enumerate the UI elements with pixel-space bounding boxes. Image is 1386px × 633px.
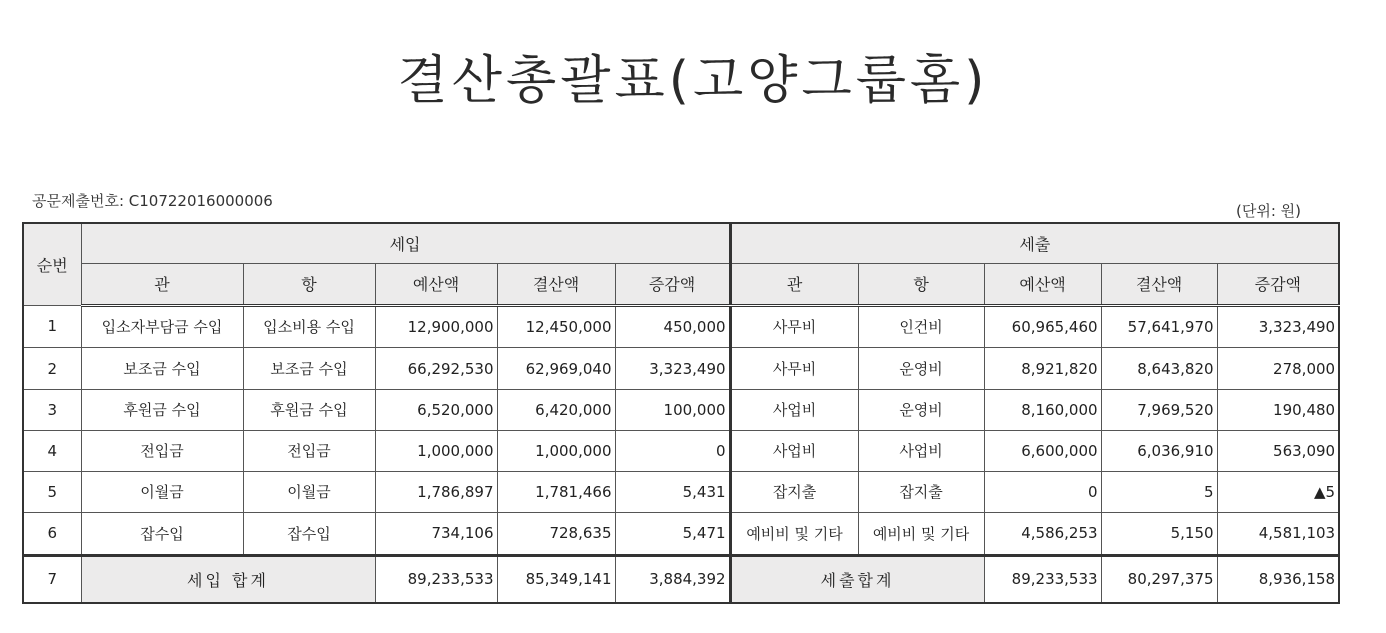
- income-total-budget: 89,233,533: [375, 555, 497, 603]
- expense-hang-header: 항: [858, 263, 984, 305]
- income-hang-cell: 입소비용 수입: [243, 305, 375, 348]
- expense-settlement-cell: 8,643,820: [1101, 348, 1217, 389]
- table-row: [23, 348, 1339, 389]
- income-header: 세입: [81, 223, 730, 263]
- expense-total-label: 세출합계: [730, 555, 984, 603]
- expense-settlement-cell: 5: [1101, 471, 1217, 512]
- expense-hang-cell: 운영비: [858, 348, 984, 389]
- income-diff-cell: 3,323,490: [615, 348, 730, 389]
- income-diff-cell: 0: [615, 430, 730, 471]
- total-row: [23, 555, 1339, 603]
- seq-cell: 5: [23, 471, 81, 512]
- expense-hang-cell: 사업비: [858, 430, 984, 471]
- income-budget-header: 예산액: [375, 263, 497, 305]
- income-hang-header: 항: [243, 263, 375, 305]
- income-hang-cell: 보조금 수입: [243, 348, 375, 389]
- expense-diff-cell: 4,581,103: [1217, 512, 1339, 555]
- page-title: 결산총괄표(고양그룹홈): [397, 51, 989, 111]
- income-budget-cell: 734,106: [375, 512, 497, 555]
- expense-settlement-cell: 57,641,970: [1101, 305, 1217, 348]
- expense-budget-cell: 4,586,253: [984, 512, 1101, 555]
- income-budget-cell: 12,900,000: [375, 305, 497, 348]
- income-hang-cell: 전입금: [243, 430, 375, 471]
- doc-number: 공문제출번호: C10722016000006: [32, 192, 273, 210]
- income-budget-cell: 66,292,530: [375, 348, 497, 389]
- expense-hang-cell: 인건비: [858, 305, 984, 348]
- expense-hang-cell: 운영비: [858, 389, 984, 430]
- income-diff-header: 증감액: [615, 263, 730, 305]
- expense-budget-cell: 8,160,000: [984, 389, 1101, 430]
- income-gwan-cell: 입소자부담금 수입: [81, 305, 243, 348]
- expense-settlement-cell: 5,150: [1101, 512, 1217, 555]
- expense-budget-cell: 8,921,820: [984, 348, 1101, 389]
- seq-cell: 2: [23, 348, 81, 389]
- expense-gwan-cell: 사업비: [730, 389, 858, 430]
- expense-settlement-cell: 7,969,520: [1101, 389, 1217, 430]
- income-hang-cell: 잡수입: [243, 512, 375, 555]
- income-settlement-cell: 62,969,040: [497, 348, 615, 389]
- expense-gwan-cell: 잡지출: [730, 471, 858, 512]
- income-settlement-cell: 6,420,000: [497, 389, 615, 430]
- expense-diff-cell: 563,090: [1217, 430, 1339, 471]
- expense-diff-cell: 190,480: [1217, 389, 1339, 430]
- income-gwan-cell: 보조금 수입: [81, 348, 243, 389]
- expense-diff-cell: 278,000: [1217, 348, 1339, 389]
- expense-budget-header: 예산액: [984, 263, 1101, 305]
- expense-settlement-cell: 6,036,910: [1101, 430, 1217, 471]
- table-row: [23, 389, 1339, 430]
- expense-total-budget: 89,233,533: [984, 555, 1101, 603]
- income-budget-cell: 1,000,000: [375, 430, 497, 471]
- income-settlement-cell: 728,635: [497, 512, 615, 555]
- expense-settlement-header: 결산액: [1101, 263, 1217, 305]
- income-gwan-cell: 전입금: [81, 430, 243, 471]
- expense-header: 세출: [730, 223, 1339, 263]
- income-gwan-cell: 이월금: [81, 471, 243, 512]
- expense-gwan-cell: 사무비: [730, 305, 858, 348]
- expense-gwan-cell: 예비비 및 기타: [730, 512, 858, 555]
- income-total-label: 세입 합계: [81, 555, 375, 603]
- expense-diff-header: 증감액: [1217, 263, 1339, 305]
- income-gwan-cell: 후원금 수입: [81, 389, 243, 430]
- income-settlement-header: 결산액: [497, 263, 615, 305]
- seq-cell: 3: [23, 389, 81, 430]
- expense-hang-cell: 예비비 및 기타: [858, 512, 984, 555]
- income-total-diff: 3,884,392: [615, 555, 730, 603]
- expense-gwan-cell: 사무비: [730, 348, 858, 389]
- seq-cell: 7: [23, 555, 81, 603]
- table-row: [23, 305, 1339, 348]
- seq-cell: 4: [23, 430, 81, 471]
- expense-budget-cell: 6,600,000: [984, 430, 1101, 471]
- table-row: [23, 512, 1339, 555]
- seq-cell: 1: [23, 305, 81, 348]
- expense-budget-cell: 0: [984, 471, 1101, 512]
- expense-gwan-cell: 사업비: [730, 430, 858, 471]
- expense-diff-cell: 3,323,490: [1217, 305, 1339, 348]
- income-diff-cell: 5,431: [615, 471, 730, 512]
- seq-header: 순번: [23, 223, 81, 305]
- income-diff-cell: 100,000: [615, 389, 730, 430]
- expense-total-settlement: 80,297,375: [1101, 555, 1217, 603]
- income-gwan-cell: 잡수입: [81, 512, 243, 555]
- unit-label: (단위: 원): [1236, 202, 1301, 220]
- table-row: [23, 430, 1339, 471]
- income-hang-cell: 후원금 수입: [243, 389, 375, 430]
- expense-budget-cell: 60,965,460: [984, 305, 1101, 348]
- income-settlement-cell: 1,000,000: [497, 430, 615, 471]
- income-gwan-header: 관: [81, 263, 243, 305]
- income-total-settlement: 85,349,141: [497, 555, 615, 603]
- seq-cell: 6: [23, 512, 81, 555]
- table-row: [23, 471, 1339, 512]
- expense-gwan-header: 관: [730, 263, 858, 305]
- expense-hang-cell: 잡지출: [858, 471, 984, 512]
- income-hang-cell: 이월금: [243, 471, 375, 512]
- income-settlement-cell: 12,450,000: [497, 305, 615, 348]
- settlement-table: [22, 222, 1340, 604]
- income-budget-cell: 1,786,897: [375, 471, 497, 512]
- income-diff-cell: 5,471: [615, 512, 730, 555]
- income-diff-cell: 450,000: [615, 305, 730, 348]
- expense-total-diff: 8,936,158: [1217, 555, 1339, 603]
- expense-diff-cell: ▲5: [1217, 471, 1339, 512]
- income-settlement-cell: 1,781,466: [497, 471, 615, 512]
- income-budget-cell: 6,520,000: [375, 389, 497, 430]
